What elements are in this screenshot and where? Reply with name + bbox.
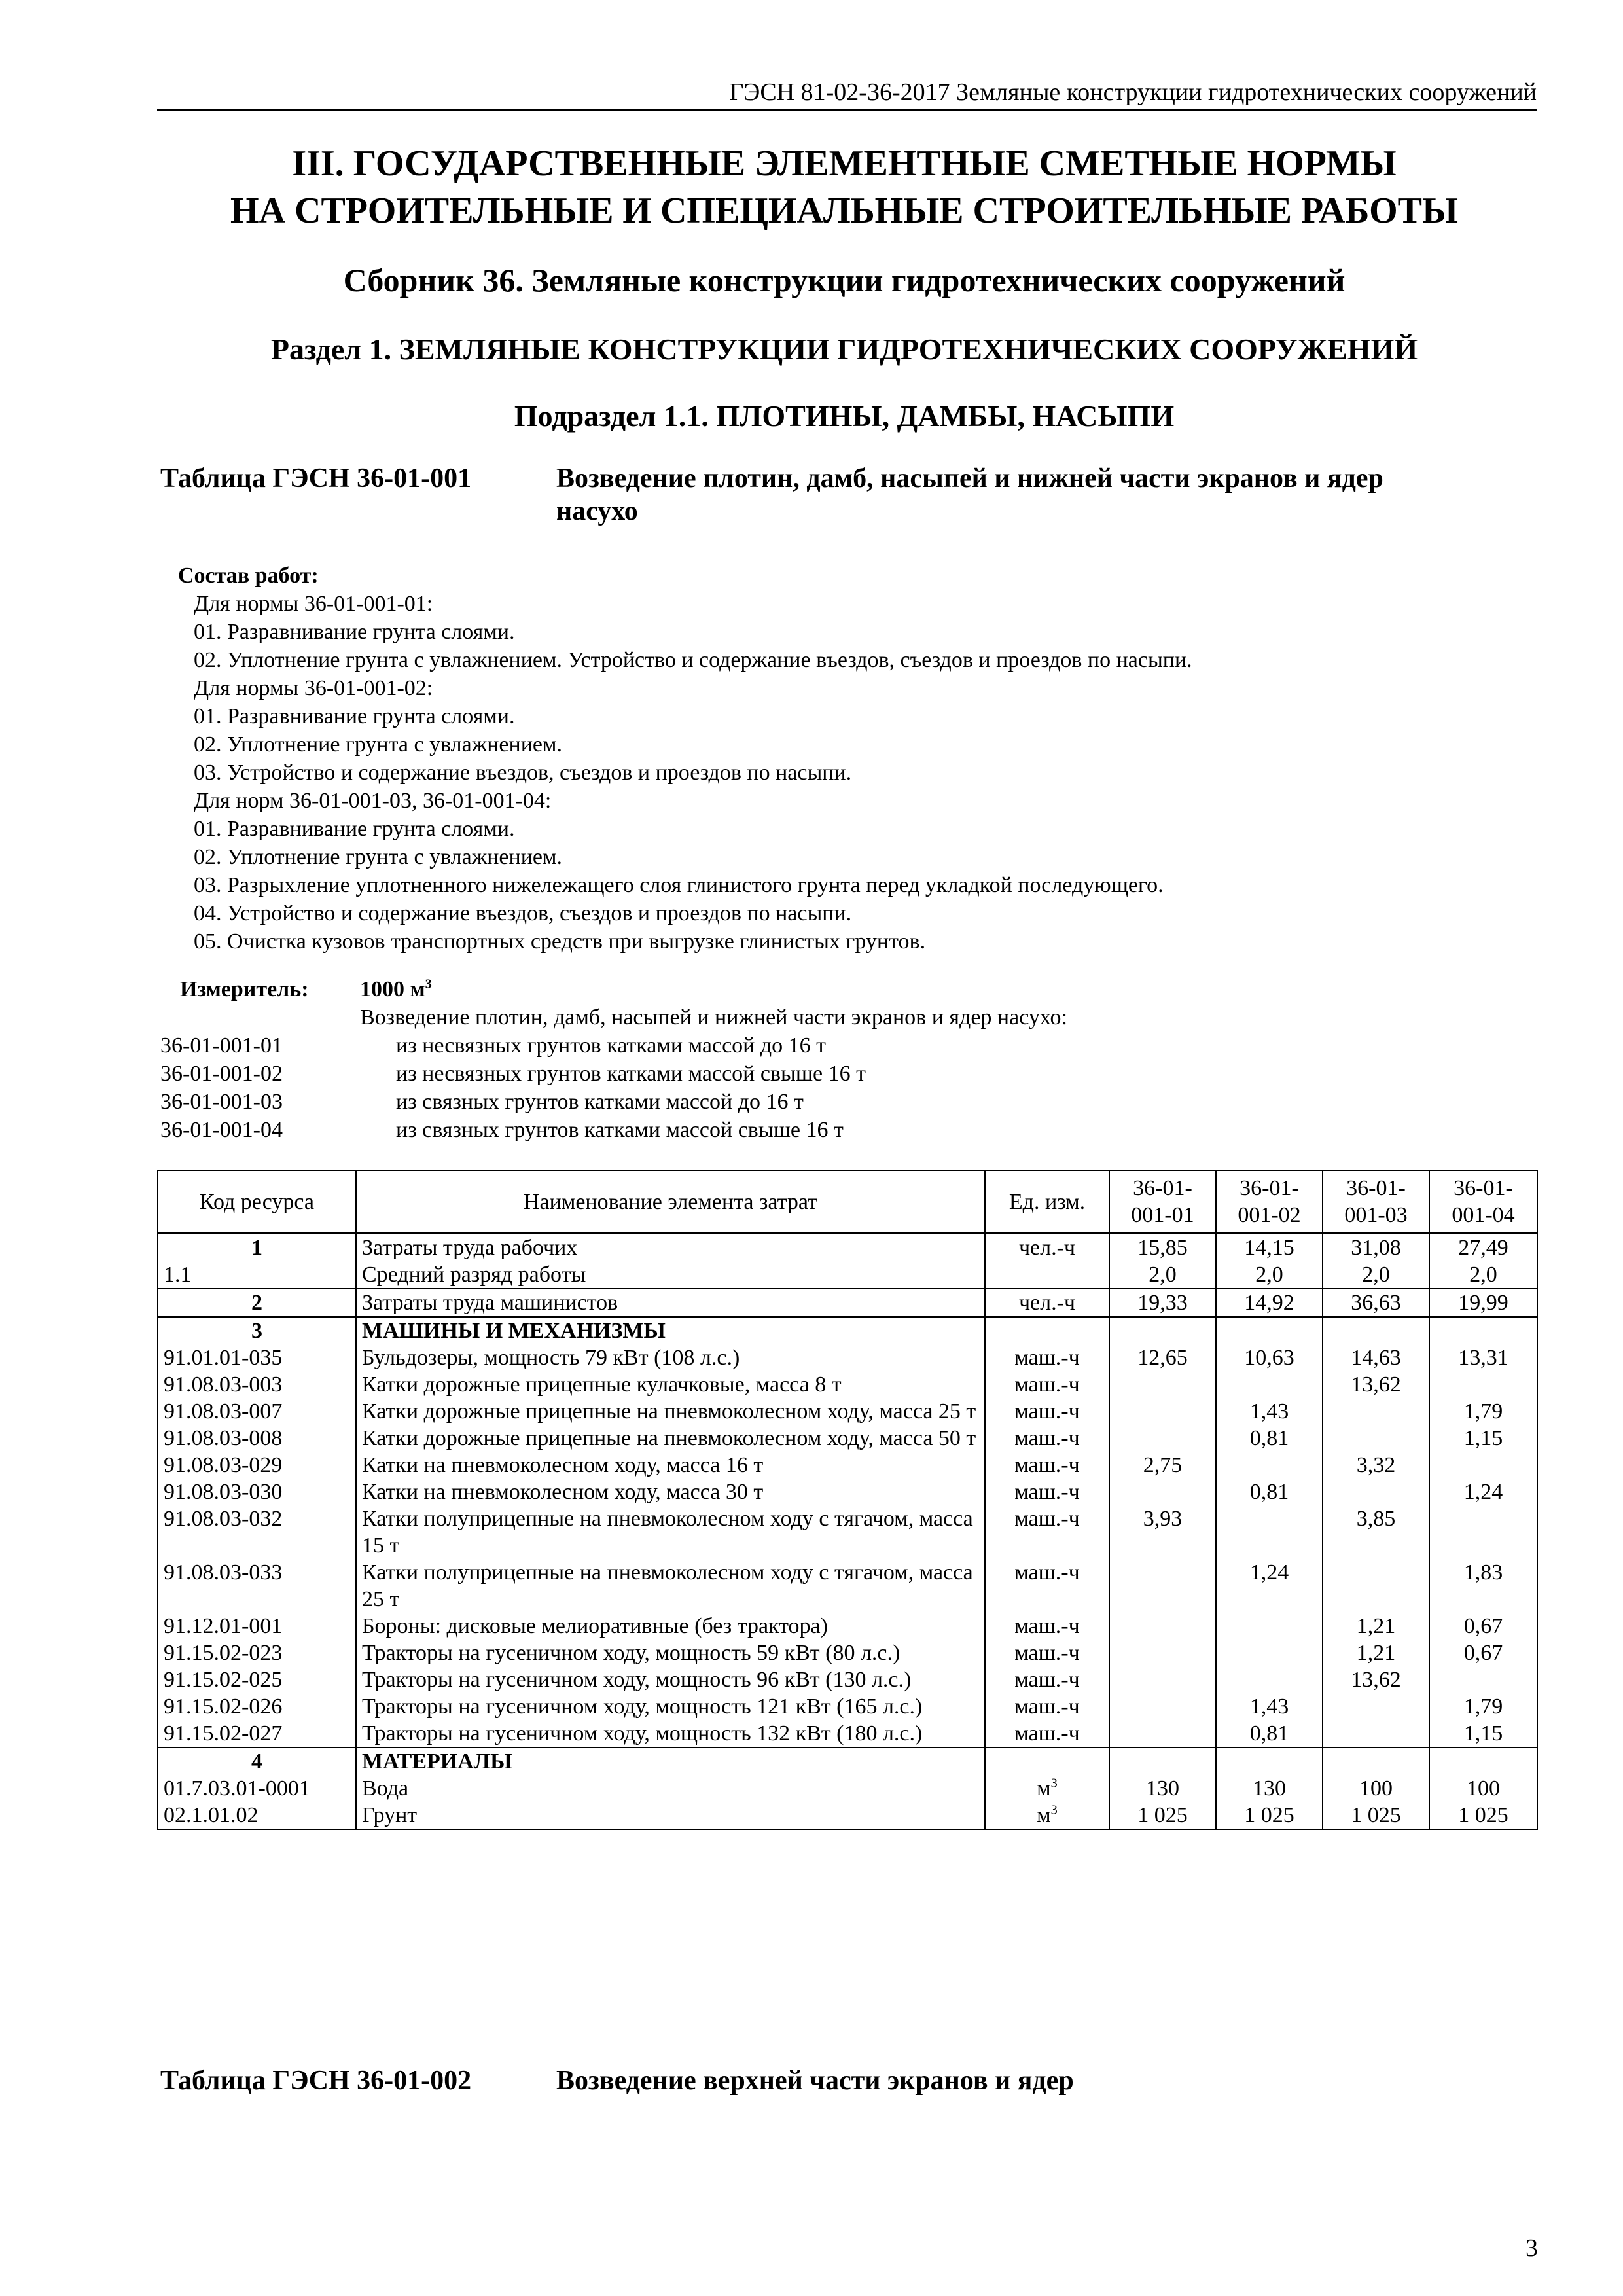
resource-value (1323, 1317, 1429, 1344)
resource-value (1109, 1693, 1216, 1720)
work-composition-line: 02. Уплотнение грунта с увлажнением. Устройство и содержание въездов, съездов и проездов по насыпи. (194, 648, 1192, 672)
resource-value (1109, 1613, 1216, 1640)
table-row (158, 1802, 1537, 1829)
resource-value (1323, 1720, 1429, 1748)
resource-code: 1.1 (158, 1261, 356, 1289)
resource-code: 91.08.03-007 (158, 1398, 356, 1425)
resource-unit (985, 1317, 1109, 1344)
work-composition-line: 01. Разравнивание грунта слоями. (194, 620, 515, 644)
meter-description: Возведение плотин, дамб, насыпей и нижней части экранов и ядер насухо: (360, 1005, 1067, 1030)
main-title-line-1: III. ГОСУДАРСТВЕННЫЕ ЭЛЕМЕНТНЫЕ СМЕТНЫЕ НОРМЫ (292, 143, 1397, 184)
resource-value (1216, 1666, 1323, 1693)
resource-value: 14,15 (1216, 1234, 1323, 1262)
resource-name: Катки дорожные прицепные на пневмоколесном ходу, масса 50 т (356, 1425, 985, 1452)
resource-unit (985, 1748, 1109, 1775)
resource-unit: чел.-ч (985, 1234, 1109, 1262)
resource-name: Бульдозеры, мощность 79 кВт (108 л.с.) (356, 1344, 985, 1371)
resource-unit: маш.-ч (985, 1371, 1109, 1398)
meter-variant (160, 1060, 1469, 1088)
table-name: Возведение верхней части экранов и ядер (556, 2066, 1074, 2096)
work-composition-line: Для норм 36-01-001-03, 36-01-001-04: (194, 789, 552, 813)
resource-code: 91.08.03-033 (158, 1559, 356, 1613)
resource-value: 13,62 (1323, 1666, 1429, 1693)
resource-name: Средний разряд работы (356, 1261, 985, 1289)
resource-code: 2 (158, 1289, 356, 1317)
table-code: Таблица ГЭСН 36-01-002 (160, 2066, 472, 2096)
resource-name: Тракторы на гусеничном ходу, мощность 132 кВт (180 л.с.) (356, 1720, 985, 1748)
meter-variants (160, 1031, 1469, 1144)
resource-name: Затраты труда рабочих (356, 1234, 985, 1262)
table-row (158, 1613, 1537, 1640)
work-composition-line: 02. Уплотнение грунта с увлажнением. (194, 845, 563, 869)
resource-unit: маш.-ч (985, 1452, 1109, 1479)
table-name-line-2: насухо (556, 496, 638, 526)
resource-value: 12,65 (1109, 1344, 1216, 1371)
resource-value: 14,63 (1323, 1344, 1429, 1371)
meter-unit-text: 1000 м (360, 977, 425, 1001)
meter-variant-code: 36-01-001-02 (160, 1062, 283, 1086)
resource-value: 2,75 (1109, 1452, 1216, 1479)
resource-code: 4 (158, 1748, 356, 1775)
resource-value: 2,0 (1323, 1261, 1429, 1289)
resource-value: 0,81 (1216, 1720, 1323, 1748)
resource-value (1429, 1666, 1537, 1693)
work-composition-line: 03. Разрыхление уплотненного нижележащего слоя глинистого грунта перед укладкой последующего. (194, 873, 1164, 897)
resource-unit: маш.-ч (985, 1613, 1109, 1640)
resource-code: 3 (158, 1317, 356, 1344)
table-row (158, 1640, 1537, 1666)
resource-name: Катки дорожные прицепные на пневмоколесном ходу, масса 25 т (356, 1398, 985, 1425)
resource-value (1109, 1479, 1216, 1505)
resource-value: 100 (1323, 1775, 1429, 1802)
resource-value: 130 (1109, 1775, 1216, 1802)
resource-value: 0,81 (1216, 1479, 1323, 1505)
resource-value (1429, 1748, 1537, 1775)
work-composition-line: 04. Устройство и содержание въездов, съездов и проездов по насыпи. (194, 901, 852, 925)
header-col-2: 36-01-001-02 (1216, 1170, 1323, 1234)
resource-value: 14,92 (1216, 1289, 1323, 1317)
running-header: ГЭСН 81-02-36-2017 Земляные конструкции гидротехнических сооружений (729, 79, 1537, 106)
work-composition-lines (178, 590, 1552, 956)
meter-variant-text: из несвязных грунтов катками массой свыше 16 т (396, 1062, 866, 1086)
resource-code: 91.12.01-001 (158, 1613, 356, 1640)
resource-name: Вода (356, 1775, 985, 1802)
work-composition-title: Состав работ: (178, 564, 319, 588)
resource-value (1323, 1425, 1429, 1452)
resource-value: 1,15 (1429, 1425, 1537, 1452)
resource-unit: маш.-ч (985, 1344, 1109, 1371)
resource-value: 1,83 (1429, 1559, 1537, 1613)
collection-title: Сборник 36. Земляные конструкции гидротехнических сооружений (343, 262, 1346, 298)
resource-value (1216, 1748, 1323, 1775)
resource-value: 31,08 (1323, 1234, 1429, 1262)
page-number: 3 (1525, 2234, 1538, 2262)
table-row (158, 1425, 1537, 1452)
resource-value: 1,24 (1216, 1559, 1323, 1613)
work-composition-line: 03. Устройство и содержание въездов, съездов и проездов по насыпи. (194, 761, 852, 785)
resource-value: 1,43 (1216, 1398, 1323, 1425)
main-title-line-2: НА СТРОИТЕЛЬНЫЕ И СПЕЦИАЛЬНЫЕ СТРОИТЕЛЬНЫЕ РАБОТЫ (230, 190, 1458, 231)
resource-value (1109, 1371, 1216, 1398)
resource-unit (985, 1775, 1109, 1802)
resource-unit: маш.-ч (985, 1666, 1109, 1693)
resource-value: 2,0 (1216, 1261, 1323, 1289)
resource-unit: маш.-ч (985, 1640, 1109, 1666)
resource-code: 91.08.03-008 (158, 1425, 356, 1452)
resource-value: 2,0 (1109, 1261, 1216, 1289)
table-row (158, 1748, 1537, 1775)
resource-unit: чел.-ч (985, 1289, 1109, 1317)
resource-value (1323, 1748, 1429, 1775)
resource-value: 36,63 (1323, 1289, 1429, 1317)
resource-unit: маш.-ч (985, 1425, 1109, 1452)
resource-table (157, 1170, 1538, 1830)
resource-code: 91.15.02-023 (158, 1640, 356, 1666)
resource-table-body (158, 1234, 1537, 1830)
resource-value (1216, 1452, 1323, 1479)
resource-name: Катки на пневмоколесном ходу, масса 16 т (356, 1452, 985, 1479)
resource-value (1429, 1505, 1537, 1559)
unit-superscript: 3 (1050, 1776, 1058, 1791)
resource-unit (985, 1261, 1109, 1289)
work-composition-line: Для нормы 36-01-001-01: (194, 592, 433, 616)
resource-value: 2,0 (1429, 1261, 1537, 1289)
resource-value (1216, 1371, 1323, 1398)
resource-code: 1 (158, 1234, 356, 1262)
resource-value (1429, 1452, 1537, 1479)
resource-value: 10,63 (1216, 1344, 1323, 1371)
table-row (158, 1371, 1537, 1398)
work-composition-line: 01. Разравнивание грунта слоями. (194, 704, 515, 728)
resource-value: 13,31 (1429, 1344, 1537, 1371)
table-code: Таблица ГЭСН 36-01-001 (160, 463, 472, 493)
table-name (556, 462, 1623, 528)
resource-value: 1,21 (1323, 1613, 1429, 1640)
header-col-4: 36-01-001-04 (1429, 1170, 1537, 1234)
resource-value (1109, 1425, 1216, 1452)
resource-value (1109, 1640, 1216, 1666)
resource-name: Катки полуприцепные на пневмоколесном ходу с тягачом, масса 25 т (356, 1559, 985, 1613)
table-row (158, 1289, 1537, 1317)
resource-value: 0,67 (1429, 1640, 1537, 1666)
resource-value (1323, 1398, 1429, 1425)
resource-value: 0,67 (1429, 1613, 1537, 1640)
table-row (158, 1479, 1537, 1505)
resource-value: 1,79 (1429, 1693, 1537, 1720)
section-title: Раздел 1. ЗЕМЛЯНЫЕ КОНСТРУКЦИИ ГИДРОТЕХНИЧЕСКИХ СООРУЖЕНИЙ (270, 332, 1418, 366)
table-row (158, 1775, 1537, 1802)
resource-value (1109, 1398, 1216, 1425)
resource-name: Катки дорожные прицепные кулачковые, масса 8 т (356, 1371, 985, 1398)
meter-variant (160, 1031, 1469, 1060)
resource-unit: маш.-ч (985, 1398, 1109, 1425)
resource-unit: маш.-ч (985, 1559, 1109, 1613)
header-col-3: 36-01-001-03 (1323, 1170, 1429, 1234)
resource-value: 19,33 (1109, 1289, 1216, 1317)
resource-value: 0,81 (1216, 1425, 1323, 1452)
resource-name: МАТЕРИАЛЫ (356, 1748, 985, 1775)
resource-value: 1,43 (1216, 1693, 1323, 1720)
resource-value: 3,85 (1323, 1505, 1429, 1559)
header-name: Наименование элемента затрат (356, 1170, 985, 1234)
resource-code: 01.7.03.01-0001 (158, 1775, 356, 1802)
resource-value: 1 025 (1216, 1802, 1323, 1829)
resource-code: 91.01.01-035 (158, 1344, 356, 1371)
table-row (158, 1261, 1537, 1289)
resource-name: Тракторы на гусеничном ходу, мощность 59 кВт (80 л.с.) (356, 1640, 985, 1666)
work-composition-line: 02. Уплотнение грунта с увлажнением. (194, 732, 563, 757)
resource-value (1323, 1559, 1429, 1613)
resource-value: 1 025 (1323, 1802, 1429, 1829)
resource-code: 91.08.03-032 (158, 1505, 356, 1559)
resource-unit: маш.-ч (985, 1693, 1109, 1720)
meter-unit (360, 975, 432, 1003)
unit-text: м (1037, 1776, 1051, 1801)
header-col-1: 36-01-001-01 (1109, 1170, 1216, 1234)
table-row (158, 1317, 1537, 1344)
resource-value (1216, 1317, 1323, 1344)
meter-variant (160, 1116, 1469, 1144)
table-row (158, 1559, 1537, 1613)
header-unit: Ед. изм. (985, 1170, 1109, 1234)
table-row (158, 1693, 1537, 1720)
resource-name: Бороны: дисковые мелиоративные (без трактора) (356, 1613, 985, 1640)
resource-value: 100 (1429, 1775, 1537, 1802)
work-composition (178, 562, 1552, 956)
resource-value (1109, 1720, 1216, 1748)
resource-code: 91.08.03-003 (158, 1371, 356, 1398)
resource-unit: маш.-ч (985, 1479, 1109, 1505)
unit-text: м (1037, 1803, 1051, 1827)
resource-value: 1,79 (1429, 1398, 1537, 1425)
resource-name: Грунт (356, 1802, 985, 1829)
table-row (158, 1720, 1537, 1748)
table-row (158, 1344, 1537, 1371)
table-row (158, 1234, 1537, 1262)
meter-unit-superscript: 3 (425, 977, 432, 992)
meter-variant-text: из связных грунтов катками массой свыше 16 т (396, 1118, 844, 1142)
meter-variant-text: из несвязных грунтов катками массой до 16 т (396, 1033, 827, 1058)
resource-value: 3,93 (1109, 1505, 1216, 1559)
work-composition-line: Для нормы 36-01-001-02: (194, 676, 433, 700)
meter-variant-text: из связных грунтов катками массой до 16 т (396, 1090, 804, 1114)
resource-name: МАШИНЫ И МЕХАНИЗМЫ (356, 1317, 985, 1344)
resource-name: Катки на пневмоколесном ходу, масса 30 т (356, 1479, 985, 1505)
table-row (158, 1452, 1537, 1479)
resource-code: 91.08.03-029 (158, 1452, 356, 1479)
resource-value (1429, 1371, 1537, 1398)
table-row (158, 1398, 1537, 1425)
resource-unit: маш.-ч (985, 1720, 1109, 1748)
resource-value (1216, 1640, 1323, 1666)
table-name-line-1: Возведение плотин, дамб, насыпей и нижней части экранов и ядер (556, 463, 1383, 493)
resource-name: Тракторы на гусеничном ходу, мощность 121 кВт (165 л.с.) (356, 1693, 985, 1720)
unit-superscript: 3 (1050, 1803, 1058, 1818)
resource-value: 1 025 (1109, 1802, 1216, 1829)
work-composition-line: 05. Очистка кузовов транспортных средств при выгрузке глинистых грунтов. (194, 929, 926, 954)
table-row (158, 1505, 1537, 1559)
header-rule (157, 109, 1537, 111)
meter-variant (160, 1088, 1469, 1116)
resource-value: 19,99 (1429, 1289, 1537, 1317)
resource-value: 1 025 (1429, 1802, 1537, 1829)
resource-value (1323, 1479, 1429, 1505)
resource-code: 91.15.02-025 (158, 1666, 356, 1693)
resource-value: 13,62 (1323, 1371, 1429, 1398)
work-composition-line: 01. Разравнивание грунта слоями. (194, 817, 515, 841)
table-row (158, 1666, 1537, 1693)
resource-value: 1,24 (1429, 1479, 1537, 1505)
resource-code: 02.1.01.02 (158, 1802, 356, 1829)
resource-code: 91.15.02-027 (158, 1720, 356, 1748)
resource-value: 3,32 (1323, 1452, 1429, 1479)
resource-value (1109, 1666, 1216, 1693)
meter-variant-code: 36-01-001-04 (160, 1118, 283, 1142)
resource-value (1429, 1317, 1537, 1344)
resource-value (1109, 1317, 1216, 1344)
subsection-title: Подраздел 1.1. ПЛОТИНЫ, ДАМБЫ, НАСЫПИ (514, 399, 1175, 433)
meter-variant-code: 36-01-001-03 (160, 1090, 283, 1114)
resource-code: 91.08.03-030 (158, 1479, 356, 1505)
meter-variant-code: 36-01-001-01 (160, 1033, 283, 1058)
resource-value: 130 (1216, 1775, 1323, 1802)
resource-name: Затраты труда машинистов (356, 1289, 985, 1317)
resource-table-header (158, 1170, 1537, 1234)
resource-value (1109, 1559, 1216, 1613)
resource-code: 91.15.02-026 (158, 1693, 356, 1720)
resource-value: 1,15 (1429, 1720, 1537, 1748)
resource-value (1109, 1748, 1216, 1775)
resource-value: 1,21 (1323, 1640, 1429, 1666)
resource-value (1216, 1505, 1323, 1559)
resource-name: Тракторы на гусеничном ходу, мощность 96 кВт (130 л.с.) (356, 1666, 985, 1693)
resource-value: 15,85 (1109, 1234, 1216, 1262)
meter-label: Измеритель: (180, 977, 309, 1001)
resource-value: 27,49 (1429, 1234, 1537, 1262)
header-code: Код ресурса (158, 1170, 356, 1234)
resource-unit: маш.-ч (985, 1505, 1109, 1559)
resource-value (1216, 1613, 1323, 1640)
resource-name: Катки полуприцепные на пневмоколесном ходу с тягачом, масса 15 т (356, 1505, 985, 1559)
main-title (131, 140, 1558, 234)
resource-unit (985, 1802, 1109, 1829)
resource-value (1323, 1693, 1429, 1720)
